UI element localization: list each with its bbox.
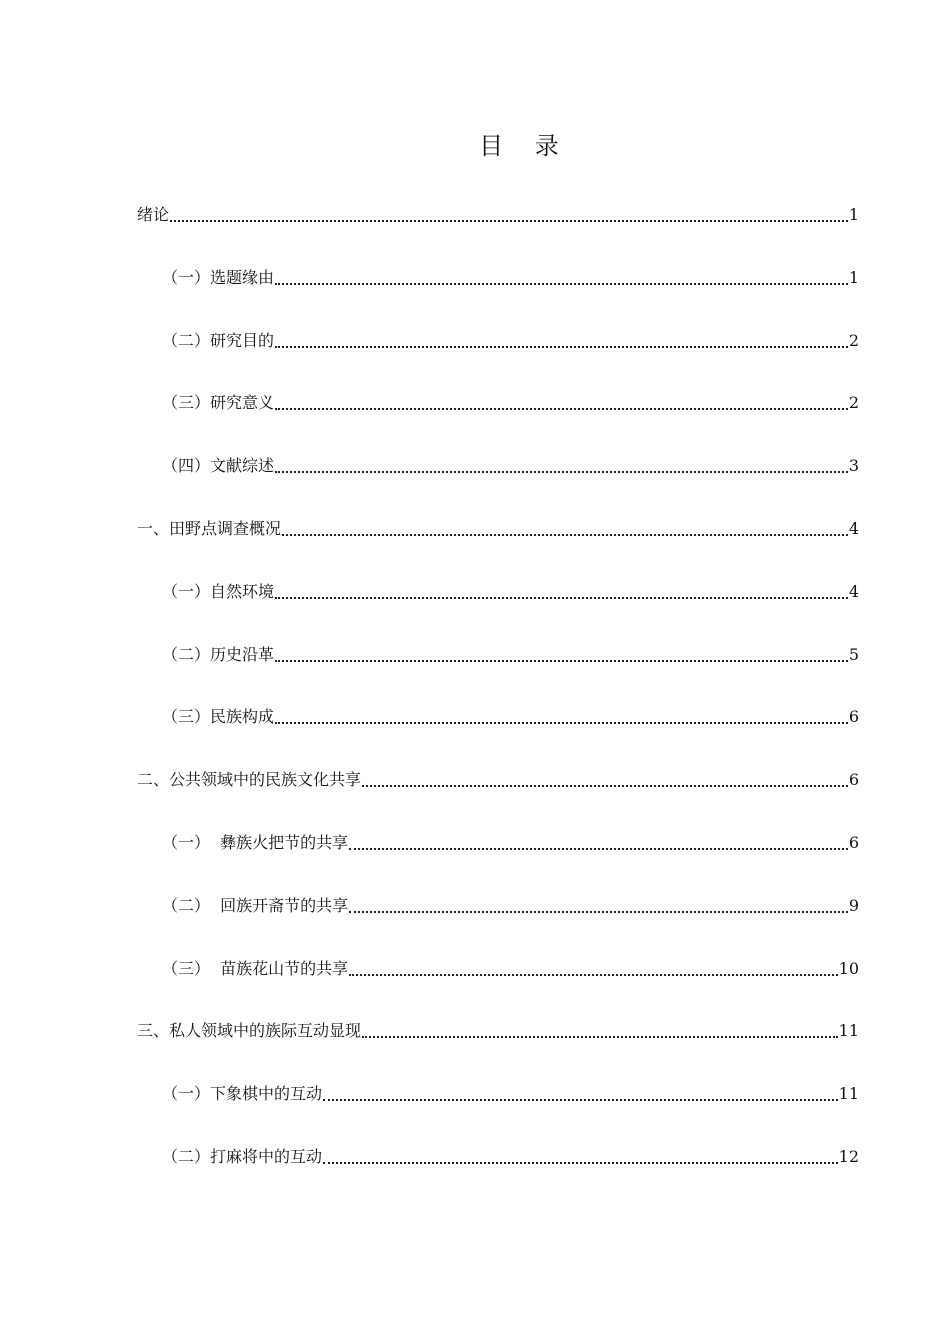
dot-leader bbox=[362, 1021, 838, 1038]
toc-entry-label: 绪论 bbox=[137, 205, 170, 224]
toc-entry-label: （一）下象棋中的互动 bbox=[162, 1084, 323, 1104]
dot-leader bbox=[275, 331, 848, 348]
toc-entry-label: （二）研究目的 bbox=[162, 330, 275, 350]
table-of-contents bbox=[137, 205, 859, 1210]
toc-entry-label: （三） 苗族花山节的共享 bbox=[162, 958, 349, 978]
toc-entry[interactable] bbox=[137, 205, 859, 268]
toc-entry[interactable] bbox=[137, 268, 859, 331]
toc-entry-page: 6 bbox=[848, 832, 859, 852]
toc-entry-label: （一）自然环境 bbox=[162, 581, 275, 601]
toc-entry[interactable] bbox=[137, 1021, 859, 1084]
toc-entry[interactable] bbox=[137, 896, 859, 959]
toc-entry[interactable] bbox=[137, 456, 859, 519]
dot-leader bbox=[323, 1084, 838, 1101]
toc-entry-label: 一、田野点调查概况 bbox=[137, 518, 282, 538]
toc-entry[interactable] bbox=[137, 645, 859, 708]
dot-leader bbox=[275, 582, 848, 599]
dot-leader bbox=[349, 896, 848, 913]
toc-entry[interactable] bbox=[137, 331, 859, 394]
toc-entry-page: 11 bbox=[838, 1021, 859, 1041]
toc-entry-page: 4 bbox=[848, 581, 859, 601]
toc-entry[interactable] bbox=[137, 393, 859, 456]
toc-entry[interactable] bbox=[137, 1084, 859, 1147]
dot-leader bbox=[275, 645, 848, 662]
dot-leader bbox=[170, 205, 848, 222]
dot-leader bbox=[349, 833, 848, 850]
toc-entry-label: （二） 回族开斋节的共享 bbox=[162, 895, 349, 915]
toc-entry-page: 9 bbox=[848, 895, 859, 915]
toc-entry-page: 5 bbox=[848, 644, 859, 664]
toc-entry-page: 1 bbox=[848, 205, 859, 224]
toc-entry[interactable] bbox=[137, 707, 859, 770]
dot-leader bbox=[275, 393, 848, 410]
dot-leader bbox=[349, 959, 837, 976]
toc-entry-page: 1 bbox=[848, 267, 859, 287]
toc-entry-page: 10 bbox=[838, 958, 859, 978]
toc-entry[interactable] bbox=[137, 519, 859, 582]
toc-entry[interactable] bbox=[137, 1147, 859, 1210]
toc-entry-page: 2 bbox=[848, 330, 859, 350]
toc-entry[interactable] bbox=[137, 770, 859, 833]
toc-entry-page: 11 bbox=[838, 1084, 859, 1104]
toc-entry-page: 2 bbox=[848, 393, 859, 413]
toc-entry[interactable] bbox=[137, 582, 859, 645]
dot-leader bbox=[275, 456, 848, 473]
toc-entry-page: 6 bbox=[848, 770, 859, 790]
toc-entry-label: （三）研究意义 bbox=[162, 393, 275, 413]
toc-entry-page: 3 bbox=[848, 456, 859, 476]
dot-leader bbox=[282, 519, 848, 536]
toc-entry-label: （三）民族构成 bbox=[162, 707, 275, 727]
toc-entry-label: （一） 彝族火把节的共享 bbox=[162, 832, 349, 852]
toc-entry-page: 12 bbox=[838, 1146, 859, 1166]
page-title: 目 录 bbox=[479, 132, 571, 160]
dot-leader bbox=[323, 1147, 838, 1164]
dot-leader bbox=[362, 770, 848, 787]
toc-entry[interactable] bbox=[137, 959, 859, 1022]
dot-leader bbox=[275, 707, 848, 724]
toc-entry-label: 二、公共领域中的民族文化共享 bbox=[137, 770, 362, 790]
toc-entry-label: （四）文献综述 bbox=[162, 456, 275, 476]
toc-entry-label: （一）选题缘由 bbox=[162, 267, 275, 287]
toc-entry-label: 三、私人领域中的族际互动显现 bbox=[137, 1021, 362, 1041]
toc-entry-label: （二）历史沿革 bbox=[162, 644, 275, 664]
toc-entry-label: （二）打麻将中的互动 bbox=[162, 1146, 323, 1166]
toc-entry-page: 4 bbox=[848, 518, 859, 538]
toc-entry-page: 6 bbox=[848, 707, 859, 727]
dot-leader bbox=[275, 268, 848, 285]
toc-entry[interactable] bbox=[137, 833, 859, 896]
